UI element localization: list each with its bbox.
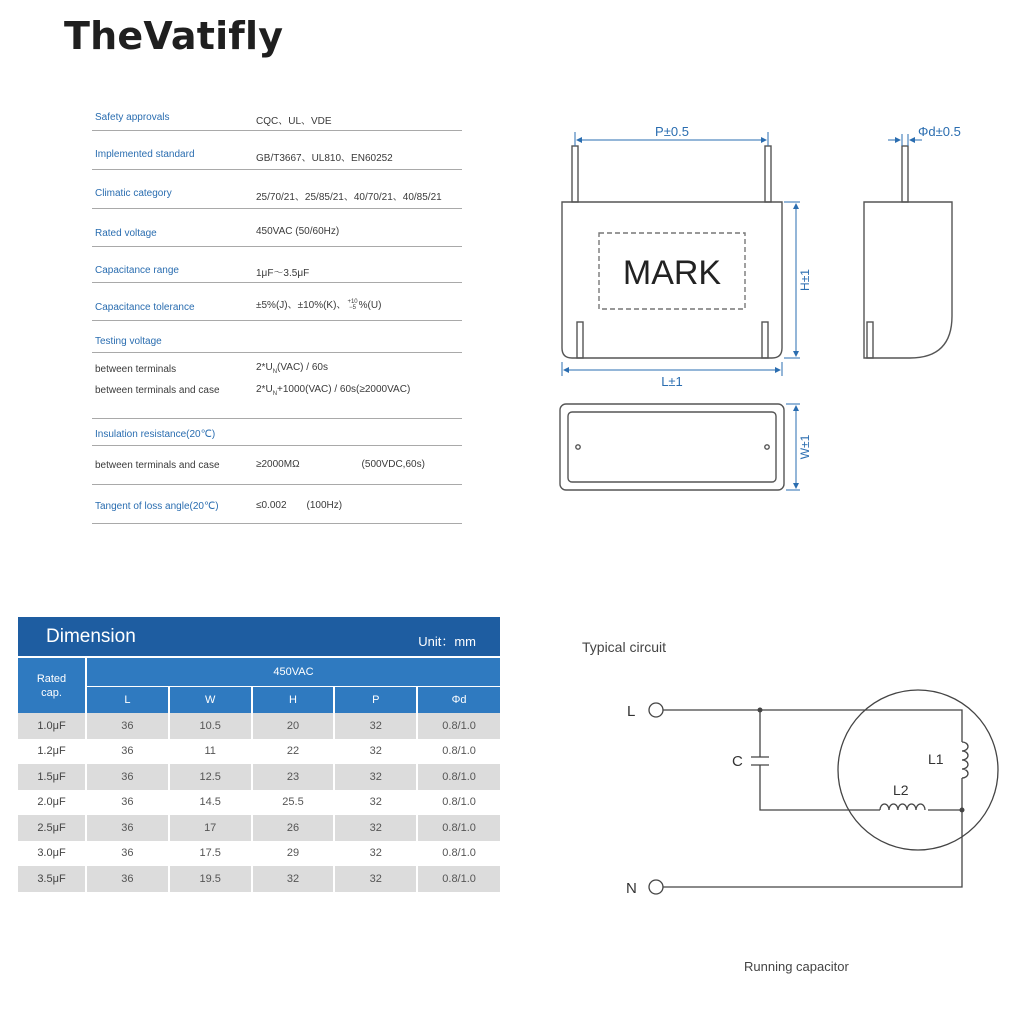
circuit-caption: Running capacitor: [744, 959, 849, 974]
tolerance-minus: −5: [349, 305, 356, 312]
dimension-cell: 36: [86, 764, 169, 790]
value-part: (VAC) / 60s: [277, 362, 328, 373]
spec-value: GB/T3667、UL810、EN60252: [256, 153, 393, 164]
junction-top: [758, 708, 763, 713]
dimension-cell: 32: [334, 790, 417, 816]
rated-cap-cell: 1.2μF: [18, 739, 86, 765]
column-header: H: [252, 686, 335, 713]
dimension-cell: 32: [334, 841, 417, 867]
spec-label: Tangent of loss angle(20℃): [95, 501, 219, 512]
dimension-cell: 17.5: [169, 841, 252, 867]
spec-value: CQC、UL、VDE: [256, 116, 332, 127]
dimension-cell: 0.8/1.0: [417, 764, 500, 790]
spec-label: between terminals and case: [95, 460, 220, 471]
brand-logo-text: TheVatifly: [64, 14, 284, 58]
wire-L2-to-C: [760, 765, 880, 810]
dimension-cell: 0.8/1.0: [417, 713, 500, 739]
dimension-cell: 32: [334, 815, 417, 841]
coil-L1: [962, 742, 968, 778]
dimension-cell: 25.5: [252, 790, 335, 816]
stand-off-right: [762, 322, 768, 358]
mark-label: MARK: [622, 254, 722, 292]
wire-L1-to-L2: [928, 778, 962, 810]
wire-N: [663, 810, 962, 887]
dimension-table: [18, 617, 500, 892]
value-subscript: N: [272, 391, 278, 397]
spec-label: Testing voltage: [95, 336, 162, 347]
table-row: [18, 815, 500, 841]
column-header: L: [86, 686, 169, 713]
rated-cap-cell: 1.0μF: [18, 713, 86, 739]
side-body: [864, 202, 952, 358]
dimension-cell: 26: [252, 815, 335, 841]
rated-cap-cell: 3.5μF: [18, 866, 86, 892]
spec-value: 450VAC (50/60Hz): [256, 226, 340, 237]
dimension-cell: 32: [334, 739, 417, 765]
rated-cap-cell: 2.5μF: [18, 815, 86, 841]
table-header-row: [18, 658, 500, 686]
table-row: [18, 841, 500, 867]
terminal-L: [649, 703, 663, 717]
dimension-cell: 36: [86, 739, 169, 765]
top-view: [560, 404, 784, 490]
top-hole-right: [765, 445, 769, 449]
dimension-cell: 14.5: [169, 790, 252, 816]
spec-label: Insulation resistance(20℃): [95, 429, 216, 440]
value-part: 2*U: [256, 362, 273, 373]
stand-off-left: [577, 322, 583, 358]
dimension-cell: 32: [334, 866, 417, 892]
spec-label: Capacitance range: [95, 265, 179, 276]
rated-cap-line2: cap.: [41, 686, 62, 699]
spec-value: 25/70/21、25/85/21、40/70/21、40/85/21: [256, 192, 442, 203]
value-part: +1000(VAC) / 60s(≥2000VAC): [277, 384, 411, 395]
dimension-cell: 23: [252, 764, 335, 790]
circuit-diagram: [649, 690, 998, 894]
label-L: L: [627, 703, 636, 720]
value-part: ≤0.002: [256, 500, 287, 511]
value-extra: (500VDC,60s): [361, 459, 425, 470]
spec-value: 1μF～3.5μF: [256, 268, 310, 279]
dimension-header: [18, 617, 500, 656]
dimension-grid: [18, 658, 500, 892]
circuit-title: Typical circuit: [582, 639, 667, 655]
dimension-cell: 29: [252, 841, 335, 867]
dimension-cell: 10.5: [169, 713, 252, 739]
rated-cap-cell: 2.0μF: [18, 790, 86, 816]
dimension-cell: 36: [86, 866, 169, 892]
tolerance-text: ±5%(J)、±10%(K)、: [256, 300, 347, 311]
dimension-cell: 32: [334, 713, 417, 739]
dimension-cell: 12.5: [169, 764, 252, 790]
terminal-N: [649, 880, 663, 894]
dimension-cell: 36: [86, 815, 169, 841]
table-row: [18, 739, 500, 765]
table-row: [18, 866, 500, 892]
spec-label: between terminals: [95, 364, 177, 375]
lead-diameter-dimension: [888, 134, 922, 146]
table-row: [18, 790, 500, 816]
height-label: H±1: [798, 269, 812, 291]
dimension-cell: 32: [334, 764, 417, 790]
tolerance-plus: +10: [347, 299, 358, 306]
dimension-cell: 0.8/1.0: [417, 866, 500, 892]
coil-L2: [880, 804, 925, 810]
dimension-title: Dimension: [46, 626, 136, 647]
dimension-cell: 32: [252, 866, 335, 892]
spec-label: between terminals and case: [95, 385, 220, 396]
label-C: C: [732, 753, 743, 770]
pitch-label: P±0.5: [655, 124, 689, 139]
dimension-cell: 0.8/1.0: [417, 841, 500, 867]
label-L1: L1: [928, 751, 944, 767]
dimension-cell: 20: [252, 713, 335, 739]
rated-cap-cell: 3.0μF: [18, 841, 86, 867]
dimension-cell: 0.8/1.0: [417, 815, 500, 841]
side-lead: [902, 146, 908, 202]
rated-cap-header: [18, 658, 86, 713]
dimension-cell: 36: [86, 790, 169, 816]
dimension-body: [18, 713, 500, 892]
rated-cap-cell: 1.5μF: [18, 764, 86, 790]
top-inner: [568, 412, 776, 482]
junction-right: [960, 808, 965, 813]
value-extra: (100Hz): [306, 500, 343, 511]
top-outer: [560, 404, 784, 490]
dimension-unit: Unit：mm: [418, 634, 476, 649]
column-header: P: [334, 686, 417, 713]
spec-label: Climatic category: [95, 188, 172, 199]
side-view: [864, 146, 952, 358]
table-row: [18, 713, 500, 739]
dimension-cell: 0.8/1.0: [417, 790, 500, 816]
width-label: W±1: [798, 434, 812, 460]
dimension-cell: 0.8/1.0: [417, 739, 500, 765]
dimension-cell: 11: [169, 739, 252, 765]
motor-circle: [838, 690, 998, 850]
dimension-cell: 22: [252, 739, 335, 765]
column-header: Φd: [417, 686, 500, 713]
wire-L: [663, 710, 962, 742]
voltage-header: 450VAC: [86, 658, 500, 686]
lead-right: [765, 146, 771, 202]
spec-label: Safety approvals: [95, 112, 170, 123]
spec-label: Capacitance tolerance: [95, 302, 195, 313]
spec-label: Implemented standard: [95, 149, 195, 160]
column-header-row: [18, 686, 500, 713]
table-row: [18, 764, 500, 790]
rated-cap-line1: Rated: [36, 672, 67, 685]
dimension-cell: 36: [86, 713, 169, 739]
value-subscript: N: [272, 369, 278, 375]
side-stand-off: [867, 322, 873, 358]
front-view: [562, 146, 782, 358]
value-part: 2*U: [256, 384, 273, 395]
length-label: L±1: [661, 374, 683, 389]
label-N: N: [626, 880, 637, 897]
tolerance-suffix: %(U): [358, 300, 382, 311]
label-L2: L2: [893, 782, 909, 798]
lead-left: [572, 146, 578, 202]
lead-diameter-label: Φd±0.5: [918, 124, 961, 139]
column-header: W: [169, 686, 252, 713]
dimension-cell: 19.5: [169, 866, 252, 892]
dimension-cell: 17: [169, 815, 252, 841]
dimension-cell: 36: [86, 841, 169, 867]
top-hole-left: [576, 445, 580, 449]
value-part: ≥2000MΩ: [256, 459, 300, 470]
spec-label: Rated voltage: [95, 228, 157, 239]
